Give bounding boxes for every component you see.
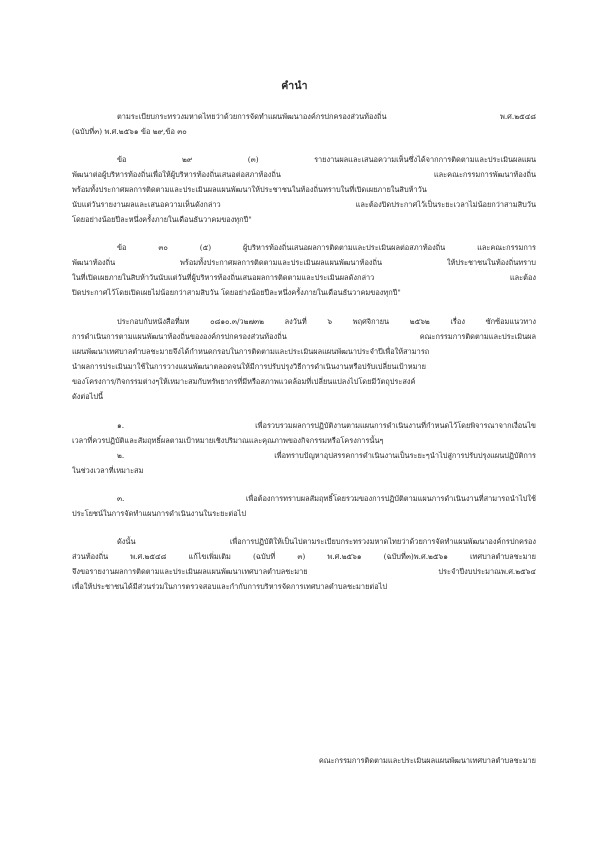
text-line: เวลาที่ควรปฏิบัติและสัมฤทธิ์ผลตามเป้าหมายเชิงปริมาณและคุณภาพของกิจกรรมหรือโครงการนั้นๆ [72,436,384,445]
text-line: ประกอบกับหนังสือที่มท ๐๘๑๐.๓/ว๒๗๓๒ ลงวันที่ ๖ พฤศจิกายน ๒๕๖๒ เรื่อง ซักซ้อมแนวทาง [117,317,536,326]
text-line: แผนพัฒนาเทศบาลตำบลชะมายจึงได้กำหนดกรอบในการติดตามและประเมินผลแผนพัฒนาประจำปีเพื่อให้สามารถ [72,347,430,356]
text-line: พัฒนาท้องถิ่น พร้อมทั้งประกาศผลการติดตามและประเมินผลแผนพัฒนาท้องถิ่น ให้ประชาชนในท้องถิ่นทราบ [72,258,536,267]
text-line: ข้อ ๒๙ (๓) รายงานผลและเสนอความเห็นซึ่งได้จากการติดตามและประเมินผลแผน [117,155,536,164]
text-line: เพื่อให้ประชาชนได้มีส่วนร่วมในการตรวจสอบและกำกับการบริหารจัดการเทศบาลตำบลชะมายต่อไป [72,582,388,591]
text-line: พัฒนาต่อผู้บริหารท้องถิ่นเพื่อให้ผู้บริหารท้องถิ่นเสนอต่อสภาท้องถิ่น และคณะกรรมการพัฒนาท้องถิ่น [72,170,536,179]
text-line: นับแต่วันรายงานผลและเสนอความเห็นดังกล่าว และต้องปิดประกาศไว้เป็นระยะเวลาไม่น้อยกว่าสามสิบวัน [72,200,536,209]
signature-line: คณะกรรมการติดตามและประเมินผลแผนพัฒนาเทศบาลตำบลชะมาย [318,756,536,765]
page-title: คำนำ [281,80,308,92]
text-line: จึงขอรายงานผลการติดตามและประเมินผลแผนพัฒนาเทศบาลตำบลชะมาย ประจำปีงบประมาณพ.ศ.๒๕๖๔ [72,567,536,576]
text-line: ดังต่อไปนี้ [72,392,104,401]
text-line: ดังนั้น เพื่อการปฏิบัติให้เป็นไปตามระเบียบกระทรวงมหาดไทยว่าด้วยการจัดทำแผนพัฒนาองค์กรปกครอง [117,537,536,546]
text-line: ปิดประกาศไว้โดยเปิดเผยไม่น้อยกว่าสามสิบวัน โดยอย่างน้อยปีละหนึ่งครั้งภายในเดือนธันวาคมของทุกปี" [72,288,401,297]
text-line: พร้อมทั้งประกาศผลการติดตามและประเมินผลแผนพัฒนาให้ประชาชนในท้องถิ่นทราบในที่เปิดเผยภายในสิบห้าวัน [72,185,427,194]
text-line: ตามระเบียบกระทรวงมหาดไทยว่าด้วยการจัดทำแผนพัฒนาองค์กรปกครองส่วนท้องถิ่น พ.ศ.๒๕๔๘ [117,112,536,121]
text-line: ส่วนท้องถิ่น พ.ศ.๒๕๔๘ แก้ไขเพิ่มเติม (ฉบับที่ ๓) พ.ศ.๒๕๖๑ (ฉบับที่๓)พ.ศ.๒๕๖๑ เทศบาลตำบลชะมาย [72,552,536,561]
text-line: โดยอย่างน้อยปีละหนึ่งครั้งภายในเดือนธันวาคมของทุกปี" [72,215,252,224]
text-line: นำผลการประเมินมาใช้ในการวางแผนพัฒนาตลอดจนให้มีการปรับปรุงวิธีการดำเนินงานหรือปรับเปลี่ยนเป้าหมาย [72,362,426,371]
text-line: ในช่วงเวลาที่เหมาะสม [72,466,144,475]
text-line: (ฉบับที่๓) พ.ศ.๒๕๖๑ ข้อ ๒๙,ข้อ ๓๐ [72,127,187,136]
list-item: ๒. เพื่อทราบปัญหาอุปสรรคการดำเนินงานเป็นระยะๆนำไปสู่การปรับปรุงแผนปฏิบัติการ [117,451,536,460]
text-line: ของโครงการ/กิจกรรมต่างๆให้เหมาะสมกับทรัพยากรที่มีหรือสภาพแวดล้อมที่เปลี่ยนแปลงไปโดยมีวัตถุประสงค์ [72,377,416,386]
text-line: ในที่เปิดเผยภายในสิบห้าวันนับแต่วันที่ผู้บริหารท้องถิ่นเสนอผลการติดตามและประเมินผลดังกล่าว และต้อง [72,273,536,282]
text-line: ประโยชน์ในการจัดทำแผนการดำเนินงานในระยะต่อไป [72,509,247,518]
list-item: ๑. เพื่อรวบรวมผลการปฏิบัติงานตามแผนการดำเนินงานที่กำหนดไว้โดยพิจารณาจากเงื่อนไข [117,421,536,430]
list-item: ๓. เพื่อต้องการทราบผลสัมฤทธิ์โดยรวมของการปฏิบัติตามแผนการดำเนินงานที่สามารถนำไปใช้ [117,494,536,503]
text-line: ข้อ ๓๐ (๕) ผู้บริหารท้องถิ่นเสนอผลการติดตามและประเมินผลต่อสภาท้องถิ่น และคณะกรรมการ [117,243,536,252]
text-line: การดำเนินการตามแผนพัฒนาท้องถิ่นขององค์กรปกครองส่วนท้องถิ่น คณะกรรมการติดตามและประเมินผล [72,332,536,341]
